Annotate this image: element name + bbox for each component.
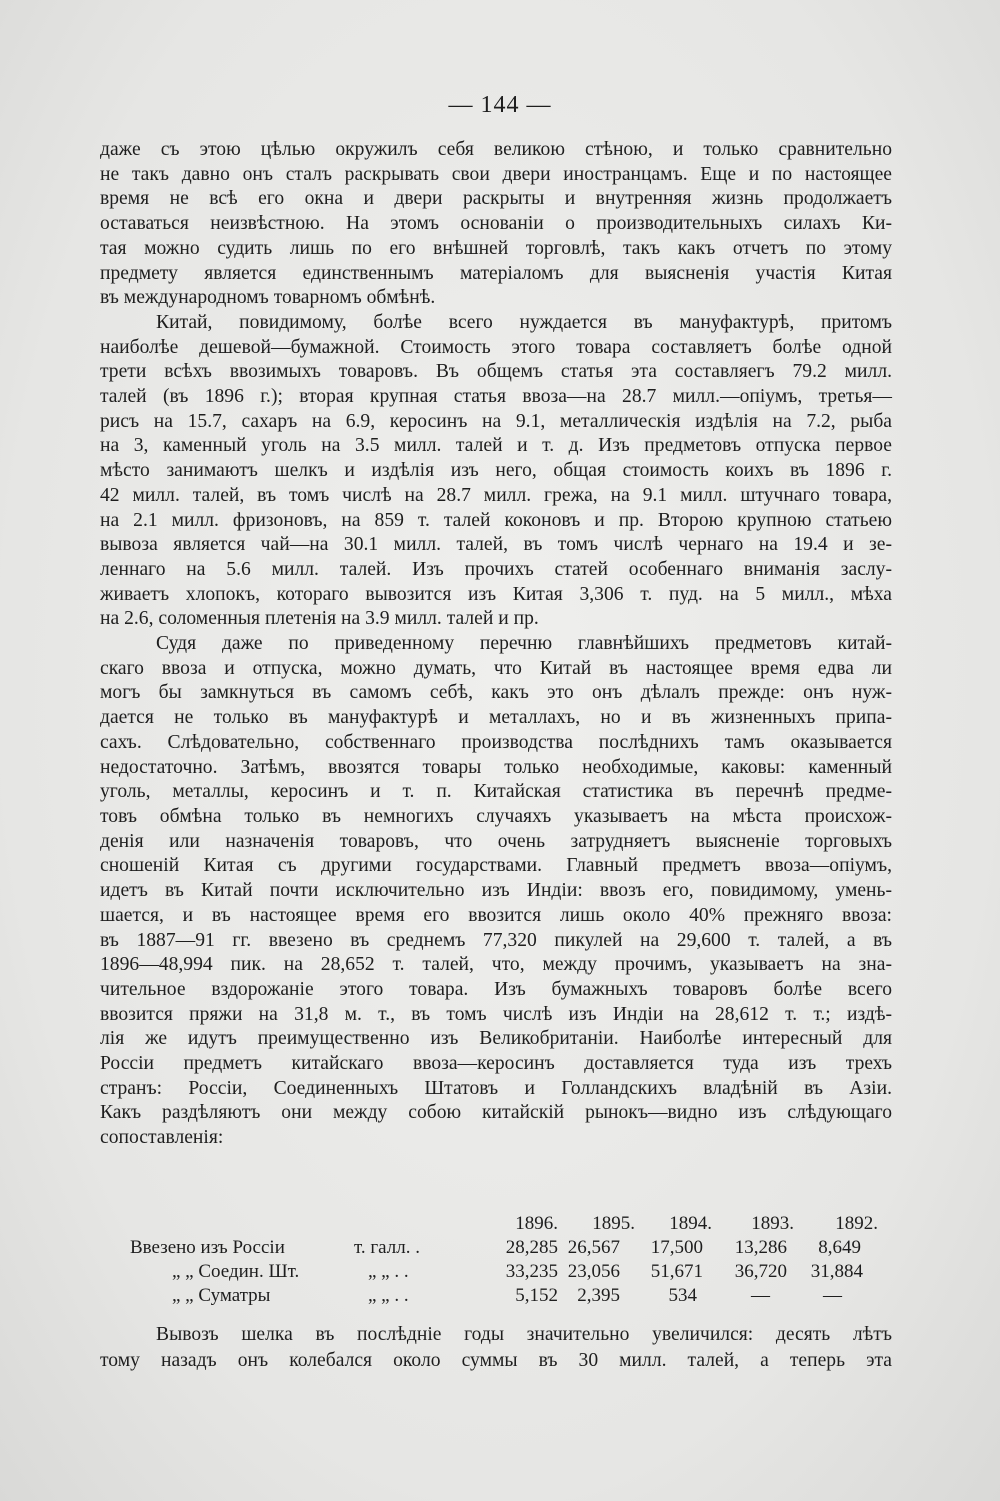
text-line: Китай, повидимому, болѣе всего нуждается въ мануфактурѣ, притомъ — [156, 311, 892, 333]
table-row — [100, 1261, 892, 1285]
table-cell: 8,649 — [818, 1237, 861, 1258]
table-cell: 534 — [668, 1285, 697, 1306]
row-label: „ „ Суматры — [172, 1285, 271, 1306]
text-line: уголь, металлы, керосинъ и т. п. Китайская статистика въ перечнѣ предме- — [100, 781, 892, 803]
row-label: „ „ Соедин. Шт. — [172, 1261, 300, 1282]
table-cell: — — [751, 1285, 770, 1306]
text-line: наиболѣе дешевой—бумажной. Стоимость этого товара составляетъ болѣе одной — [100, 336, 892, 358]
text-line: трети всѣхъ ввозимыхъ товаровъ. Въ общемъ статья эта составляегъ 79.2 милл. — [100, 361, 892, 383]
year-header: 1894. — [669, 1213, 712, 1234]
paragraph — [100, 632, 892, 1151]
text-line: могъ бы замкнуться въ самомъ себѣ, какъ это онъ дѣлалъ прежде: онъ нуж- — [100, 682, 892, 704]
table-cell: 13,286 — [734, 1237, 787, 1258]
text-line: Какъ раздѣляютъ они между собою китайскій рынокъ—видно изъ слѣдующаго — [100, 1102, 892, 1124]
text-line: въ международномъ товарномъ обмѣнѣ. — [100, 287, 436, 309]
text-line: чительное вздорожаніе этого товара. Изъ бумажныхъ товаровъ болѣе всего — [100, 978, 892, 1000]
table-cell: 28,285 — [505, 1237, 558, 1258]
table-cell: 5,152 — [515, 1285, 558, 1306]
table-cell: 33,235 — [505, 1261, 558, 1282]
text-line: сношеній Китая съ другими государствами. Главный предметъ ввоза—опіумъ, — [100, 855, 892, 877]
text-line: рисъ на 15.7, сахаръ на 6.9, керосинъ на 9.1, металлическія издѣлія на 7.2, рыба — [100, 410, 892, 432]
text-line: скаго ввоза и отпуска, можно думать, что Китай въ настоящее время едва ли — [100, 657, 892, 679]
text-line: вывоза является чай—на 30.1 милл. талей, въ томъ числѣ чернаго на 19.4 и зе- — [100, 534, 892, 556]
text-line: недостаточно. Затѣмъ, ввозятся товары только необходимые, каковы: каменный — [100, 756, 892, 778]
text-line: шается, и въ настоящее время его ввозится лишь около 40% прежняго ввоза: — [100, 904, 892, 926]
text-line: мѣсто занимаютъ шелкъ и издѣлія изъ него, общая стоимость коихъ въ 1896 г. — [100, 460, 892, 482]
table-cell: 2,395 — [577, 1285, 620, 1306]
text-line: на 2.6, соломенныя плетенія на 3.9 милл. талей и пр. — [100, 608, 539, 630]
text-line: 1896—48,994 пик. на 28,652 т. талей, что, между прочимъ, указываетъ на зна- — [100, 954, 892, 976]
paragraph — [100, 311, 892, 632]
page-number: — 144 — — [448, 92, 552, 118]
table-cell: 26,567 — [567, 1237, 620, 1258]
text-line: оставаться неизвѣстною. На этомъ основаніи о производительныхъ силахъ Ки- — [100, 213, 892, 235]
kerosene-import-table — [100, 1213, 892, 1309]
table-cell: 36,720 — [734, 1261, 787, 1282]
table-cell: 17,500 — [650, 1237, 703, 1258]
row-unit: т. галл. . — [354, 1237, 420, 1258]
row-label: Ввезено изъ Россіи — [130, 1237, 285, 1258]
text-line: Россіи предметъ китайскаго ввоза—керосинъ доставляется туда изъ трехъ — [100, 1053, 892, 1075]
text-line: тому назадъ онъ колебался около суммы въ 30 милл. талей, а теперь эта — [100, 1350, 892, 1371]
year-header: 1892. — [835, 1213, 878, 1234]
text-line: леннаго на 5.6 милл. талей. Изъ прочихъ статей особеннаго вниманія заслу- — [100, 558, 892, 580]
year-header: 1896. — [515, 1213, 558, 1234]
text-line: не такъ давно онъ сталъ раскрывать свои двери иностранцамъ. Еще и по настоящее — [100, 163, 892, 185]
text-line: живаетъ хлопокъ, котораго вывозится изъ Китая 3,306 т. пуд. на 5 милл., мѣха — [100, 583, 892, 605]
text-line: сахъ. Слѣдовательно, собственнаго производства послѣднихъ тамъ оказывается — [100, 731, 892, 753]
text-line: денія или назначенія товаровъ, что очень затрудняетъ выясненіе торговыхъ — [100, 830, 892, 852]
text-line: Судя даже по приведенному перечню главнѣйшихъ предметовъ китай- — [156, 633, 892, 655]
text-line: ввозится пряжи на 31,8 м. т., въ томъ числѣ изъ Индіи на 28,612 т. т.; издѣ- — [100, 1003, 892, 1025]
closing-paragraph — [100, 1322, 892, 1374]
text-line: товъ обмѣна только въ немногихъ случаяхъ указываетъ на мѣста происхож- — [100, 805, 892, 827]
table-cell: — — [823, 1285, 842, 1306]
text-line: дается не только въ мануфактурѣ и металлахъ, но и въ жизненныхъ припа- — [100, 707, 892, 729]
text-line: время не всѣ его окна и двери раскрыты и внутренняя жизнь продолжаетъ — [100, 188, 892, 210]
text-line: талей (въ 1896 г.); вторая крупная статья ввоза—на 28.7 милл.—опіумъ, третья— — [100, 386, 892, 408]
text-line: на 2.1 милл. фризоновъ, на 859 т. талей коконовъ и пр. Второю крупною статьею — [100, 509, 892, 531]
text-line: на 3, каменный уголь на 3.5 милл. талей и т. д. Изъ предметовъ отпуска первое — [100, 435, 892, 457]
year-header: 1895. — [592, 1213, 635, 1234]
text-line: тая можно судить лишь по его внѣшней торговлѣ, такъ какъ отчетъ по этому — [100, 237, 892, 259]
table-cell: 31,884 — [810, 1261, 863, 1282]
text-line: 42 милл. талей, въ томъ числѣ на 28.7 милл. грежа, на 9.1 милл. штучнаго товара, — [100, 484, 892, 506]
table-row — [100, 1285, 892, 1309]
row-unit: „ „ . . — [368, 1261, 409, 1282]
text-line: лія же идутъ преимущественно изъ Великобританіи. Наиболѣе интересный для — [100, 1028, 892, 1050]
year-header: 1893. — [751, 1213, 794, 1234]
body-text — [100, 138, 892, 1151]
text-line: предмету является единственнымъ матеріаломъ для выясненія участія Китая — [100, 262, 892, 284]
text-line: странъ: Россіи, Соединенныхъ Штатовъ и Голландскихъ владѣній въ Азіи. — [100, 1077, 892, 1099]
text-line: идетъ въ Китай почти исключительно изъ Индіи: ввозъ его, повидимому, умень- — [100, 880, 892, 902]
text-line: сопоставленія: — [100, 1127, 224, 1149]
row-unit: „ „ . . — [368, 1285, 409, 1306]
table-cell: 51,671 — [650, 1261, 703, 1282]
paragraph — [100, 138, 892, 311]
text-line: въ 1887—91 гг. ввезено въ среднемъ 77,320 пикулей на 29,600 т. талей, а въ — [100, 929, 892, 951]
table-row — [100, 1237, 892, 1261]
table-cell: 23,056 — [567, 1261, 620, 1282]
text-line: даже съ этою цѣлью окружилъ себя великою стѣною, и только сравнительно — [100, 139, 892, 160]
text-line: Вывозъ шелка въ послѣдніе годы значительно увеличился: десять лѣтъ — [156, 1324, 892, 1345]
table-header-row — [100, 1213, 892, 1237]
